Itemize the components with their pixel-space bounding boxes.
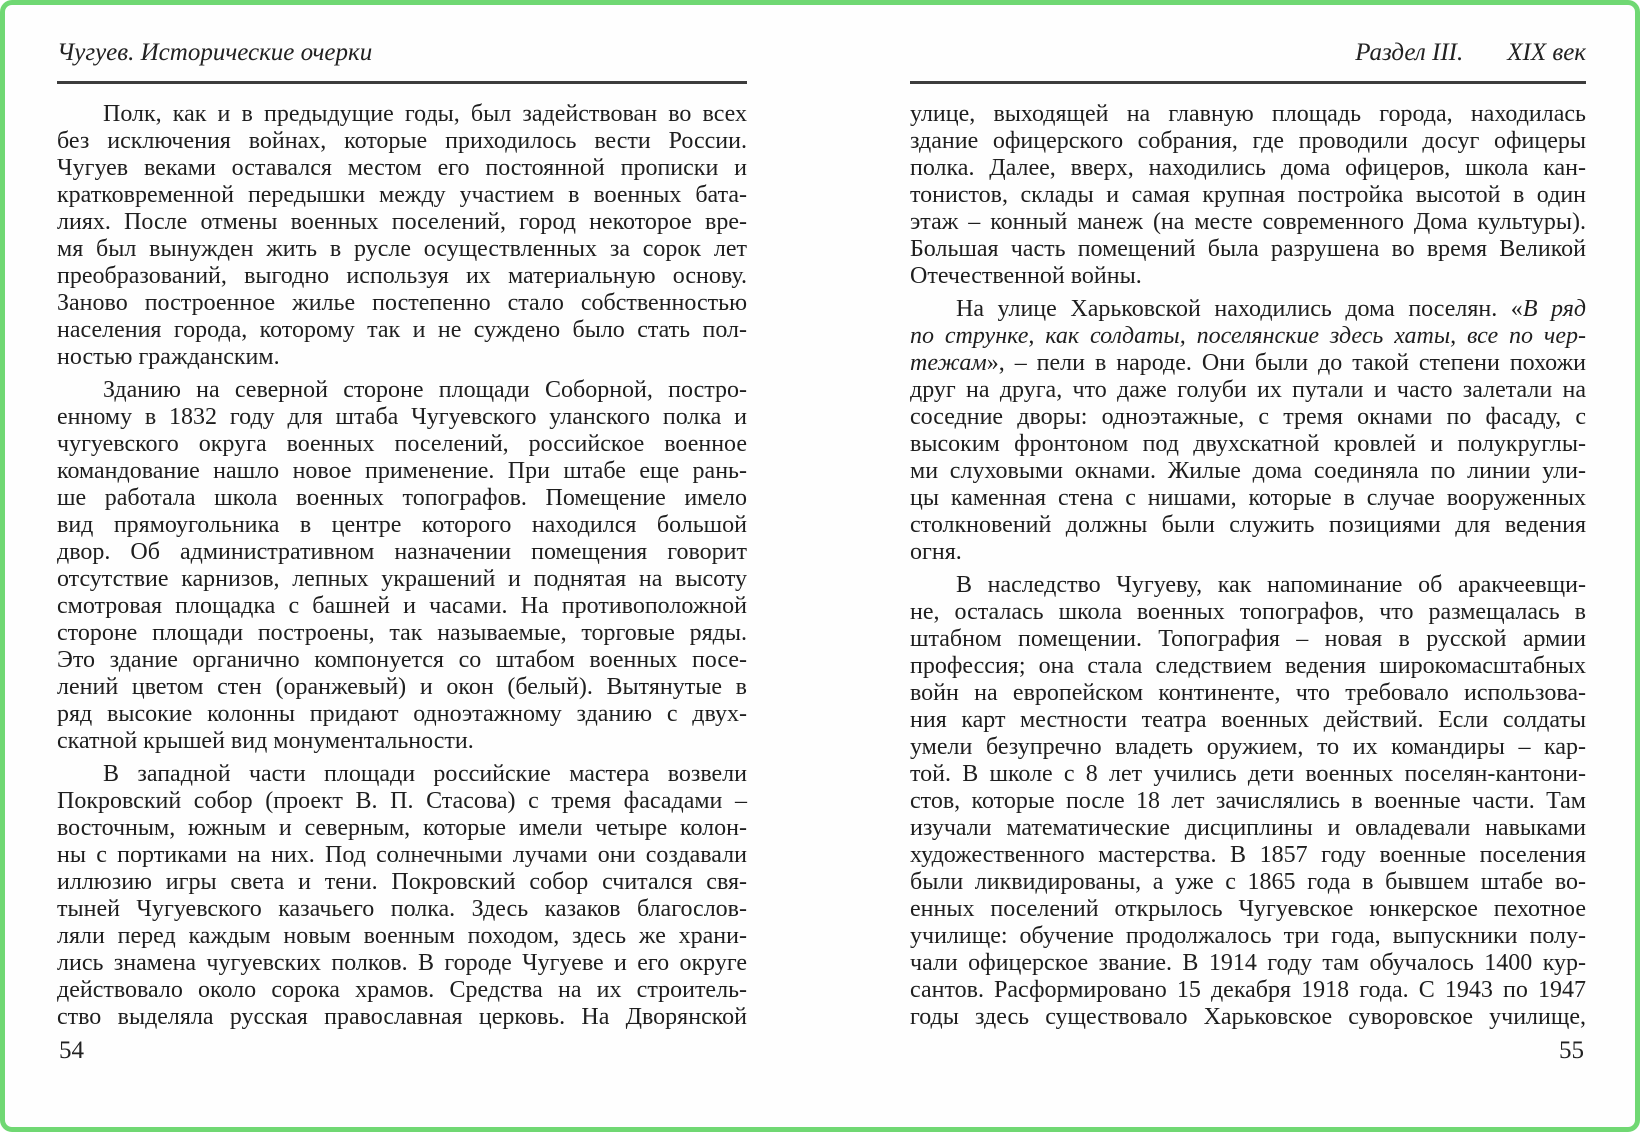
- text-segment: сантов. Расформировано 15 декабря 1918 года. С 1943 по 1947: [910, 977, 1586, 1003]
- text-line: [57, 788, 747, 815]
- text-segment: стов, которые после 18 лет зачислялись в военные части. Там: [910, 788, 1586, 814]
- text-line: [57, 539, 747, 566]
- page-body-right: [910, 84, 1586, 1031]
- text-segment: енных поселений открылось Чугуевское юнкерское пехотное: [910, 896, 1586, 922]
- text-line: [910, 977, 1586, 1004]
- text-segment: Это здание органично компонуется со штабом военных посе-: [57, 647, 747, 673]
- text-segment: ряд высокие колонны придают одноэтажному зданию с двух-: [57, 701, 747, 727]
- text-line: [910, 842, 1586, 869]
- running-head-right: [910, 39, 1586, 84]
- text-line: [910, 950, 1586, 977]
- book-page-right: [910, 39, 1586, 1109]
- text-line: [910, 128, 1586, 155]
- paragraph: [57, 377, 747, 755]
- text-line: [57, 728, 747, 755]
- text-segment: друг на друга, что даже голуби их путали и часто залетали на: [910, 377, 1586, 403]
- text-segment: действовало около сорока храмов. Средства на их строитель-: [57, 977, 747, 1003]
- quote-italic-segment: тежам: [910, 350, 987, 376]
- text-line: [57, 155, 747, 182]
- text-segment: отсутствие карнизов, лепных украшений и поднятая на высоту: [57, 566, 747, 592]
- running-head-century-label: XIX век: [1507, 39, 1586, 66]
- text-segment: На улице Харьковской находились дома поселян. «: [956, 296, 1523, 322]
- text-line: [57, 761, 747, 788]
- text-line: [910, 182, 1586, 209]
- text-segment: улице, выходящей на главную площадь города, находилась: [910, 101, 1586, 127]
- text-segment: Чугуев веками оставался местом его постоянной прописки и: [57, 155, 747, 181]
- text-line: [910, 599, 1586, 626]
- text-line: [57, 815, 747, 842]
- text-segment: преобразований, выгодно используя их материальную основу.: [57, 263, 747, 289]
- text-line: [910, 923, 1586, 950]
- text-line: [910, 263, 1586, 290]
- page-body-left: [57, 84, 747, 1031]
- text-segment: лись знамена чугуевских полков. В городе Чугуеве и его округе: [57, 950, 747, 976]
- page-number-right: 55: [1559, 1037, 1584, 1064]
- text-line: [910, 431, 1586, 458]
- text-line: [910, 539, 1586, 566]
- text-line: [910, 101, 1586, 128]
- text-line: [910, 869, 1586, 896]
- text-line: [910, 485, 1586, 512]
- text-segment: ностью гражданским.: [57, 344, 280, 370]
- text-segment: войн на европейском континенте, что требовало использова-: [910, 680, 1586, 706]
- text-line: [910, 680, 1586, 707]
- text-line: [57, 977, 747, 1004]
- text-segment: здание офицерского собрания, где проводили досуг офицеры: [910, 128, 1586, 154]
- text-segment: ния карт местности театра военных действий. Если солдаты: [910, 707, 1586, 733]
- text-segment: скатной крышей вид монументальности.: [57, 728, 474, 754]
- text-line: [910, 404, 1586, 431]
- text-line: [57, 263, 747, 290]
- text-segment: без исключения войнах, которые приходилось вести России.: [57, 128, 747, 154]
- text-segment: высоким фронтоном под двухскатной кровлей и полукруглы-: [910, 431, 1586, 457]
- text-segment: ше работала школа военных топографов. Помещение имело: [57, 485, 747, 511]
- text-line: [57, 869, 747, 896]
- page-number-left: 54: [59, 1037, 84, 1064]
- text-segment: не, осталась школа военных топографов, что размещалась в: [910, 599, 1586, 625]
- text-segment: иллюзию игры света и тени. Покровский собор считался свя-: [57, 869, 747, 895]
- text-line: [57, 620, 747, 647]
- text-segment: профессия; она стала следствием ведения широкомасштабных: [910, 653, 1586, 679]
- text-line: [910, 458, 1586, 485]
- paragraph: [57, 101, 747, 371]
- text-segment: кратковременной передышки между участием в военных бата-: [57, 182, 747, 208]
- text-segment: ство выделяла русская православная церковь. На Дворянской: [57, 1004, 747, 1030]
- text-segment: восточным, южным и северным, которые имели четыре колон-: [57, 815, 747, 841]
- book-page-left: [57, 39, 747, 1109]
- text-segment: енному в 1832 году для штаба Чугуевского уланского полка и: [57, 404, 747, 430]
- text-segment: чугуевского округа военных поселений, российское военное: [57, 431, 747, 457]
- text-line: [910, 1004, 1586, 1031]
- text-line: [57, 431, 747, 458]
- text-segment: полка. Далее, вверх, находились дома офицеров, школа кан-: [910, 155, 1586, 181]
- text-line: [57, 1004, 747, 1031]
- text-segment: Покровский собор (проект В. П. Стасова) с тремя фасадами –: [57, 788, 747, 814]
- text-line: [910, 155, 1586, 182]
- text-line: [910, 626, 1586, 653]
- text-line: [57, 485, 747, 512]
- text-line: [57, 593, 747, 620]
- paragraph: [910, 572, 1586, 1031]
- text-line: [57, 290, 747, 317]
- text-segment: тыней Чугуевского казачьего полка. Здесь казаков благослов-: [57, 896, 747, 922]
- text-segment: ляли перед каждым новым военным походом, здесь же храни-: [57, 923, 747, 949]
- text-segment: стороне площади построены, так называемые, торговые ряды.: [57, 620, 747, 646]
- text-segment: лений цветом стен (оранжевый) и окон (белый). Вытянутые в: [57, 674, 747, 700]
- text-line: [57, 950, 747, 977]
- running-head-left-title: Чугуев. Исторические очерки: [57, 39, 373, 66]
- text-line: [57, 674, 747, 701]
- paragraph: [57, 761, 747, 1031]
- text-line: [57, 458, 747, 485]
- text-line: [910, 512, 1586, 539]
- text-segment: мя был вынужден жить в русле осуществленных за сорок лет: [57, 236, 747, 262]
- text-line: [57, 701, 747, 728]
- text-segment: Заново построенное жилье постепенно стало собственностью: [57, 290, 747, 316]
- text-line: [57, 566, 747, 593]
- text-line: [910, 572, 1586, 599]
- text-segment: соседние дворы: одноэтажные, с тремя окнами по фасаду, с: [910, 404, 1586, 430]
- text-segment: населения города, которому так и не суждено было стать пол-: [57, 317, 747, 343]
- text-line: [57, 317, 747, 344]
- text-line: [910, 896, 1586, 923]
- text-line: [57, 923, 747, 950]
- text-line: [910, 707, 1586, 734]
- text-line: [910, 323, 1586, 350]
- text-line: [910, 734, 1586, 761]
- text-line: [57, 404, 747, 431]
- quote-italic-segment: по струнке, как солдаты, поселянские здесь хаты, все по чер-: [910, 323, 1586, 349]
- text-line: [910, 296, 1586, 323]
- text-segment: вид прямоугольника в центре которого находился большой: [57, 512, 747, 538]
- text-line: [57, 842, 747, 869]
- text-line: [57, 182, 747, 209]
- paragraph: [910, 296, 1586, 566]
- text-segment: лиях. После отмены военных поселений, город некоторое вре-: [57, 209, 747, 235]
- text-line: [910, 236, 1586, 263]
- running-head-left: [57, 39, 747, 84]
- text-line: [910, 761, 1586, 788]
- text-segment: Отечественной войны.: [910, 263, 1142, 289]
- text-segment: изучали математические дисциплины и овладевали навыками: [910, 815, 1586, 841]
- text-line: [910, 350, 1586, 377]
- text-segment: Зданию на северной стороне площади Соборной, постро-: [103, 377, 747, 403]
- text-segment: В наследство Чугуеву, как напоминание об аракчеевщи-: [956, 572, 1586, 598]
- paragraph: [910, 101, 1586, 290]
- text-line: [910, 815, 1586, 842]
- text-segment: двор. Об административном назначении помещения говорит: [57, 539, 747, 565]
- text-segment: », – пели в народе. Они были до такой степени похожи: [986, 350, 1586, 376]
- text-segment: цы каменная стена с нишами, которые в случае вооруженных: [910, 485, 1586, 511]
- text-segment: командование нашло новое применение. При штабе еще рань-: [57, 458, 747, 484]
- text-segment: смотровая площадка с башней и часами. На противоположной: [57, 593, 747, 619]
- text-line: [57, 101, 747, 128]
- text-line: [57, 377, 747, 404]
- text-segment: штабном помещении. Топография – новая в русской армии: [910, 626, 1586, 652]
- text-line: [57, 128, 747, 155]
- text-segment: чали офицерское звание. В 1914 году там обучалось 1400 кур-: [910, 950, 1586, 976]
- text-segment: тонистов, склады и самая крупная постройка высотой в один: [910, 182, 1586, 208]
- text-segment: были ликвидированы, а уже с 1865 года в бывшем штабе во-: [910, 869, 1586, 895]
- text-segment: той. В школе с 8 лет учились дети военных поселян-кантони-: [910, 761, 1586, 787]
- text-segment: этаж – конный манеж (на месте современного Дома культуры).: [910, 209, 1586, 235]
- text-segment: Большая часть помещений была разрушена во время Великой: [910, 236, 1586, 262]
- text-segment: столкновений должны были служить позициями для ведения: [910, 512, 1586, 538]
- text-segment: умели безупречно владеть оружием, то их командиры – кар-: [910, 734, 1586, 760]
- text-line: [57, 896, 747, 923]
- text-segment: огня.: [910, 539, 962, 565]
- text-line: [57, 512, 747, 539]
- text-line: [910, 377, 1586, 404]
- text-segment: В западной части площади российские мастера возвели: [103, 761, 747, 787]
- text-line: [910, 209, 1586, 236]
- text-segment: ны с портиками на них. Под солнечными лучами они создавали: [57, 842, 747, 868]
- text-segment: ми слуховыми окнами. Жилые дома соединяла по линии ули-: [910, 458, 1586, 484]
- text-line: [910, 653, 1586, 680]
- text-segment: училище: обучение продолжалось три года, выпускники полу-: [910, 923, 1586, 949]
- text-line: [57, 344, 747, 371]
- running-head-section-label: Раздел III.: [1355, 39, 1464, 66]
- text-line: [57, 236, 747, 263]
- text-segment: художественного мастерства. В 1857 году военные поселения: [910, 842, 1586, 868]
- text-segment: Полк, как и в предыдущие годы, был задействован во всех: [103, 101, 747, 127]
- quote-italic-segment: В ряд: [1522, 296, 1587, 322]
- text-segment: годы здесь существовало Харьковское суворовское училище,: [910, 1004, 1586, 1030]
- text-line: [57, 647, 747, 674]
- text-line: [57, 209, 747, 236]
- text-line: [910, 788, 1586, 815]
